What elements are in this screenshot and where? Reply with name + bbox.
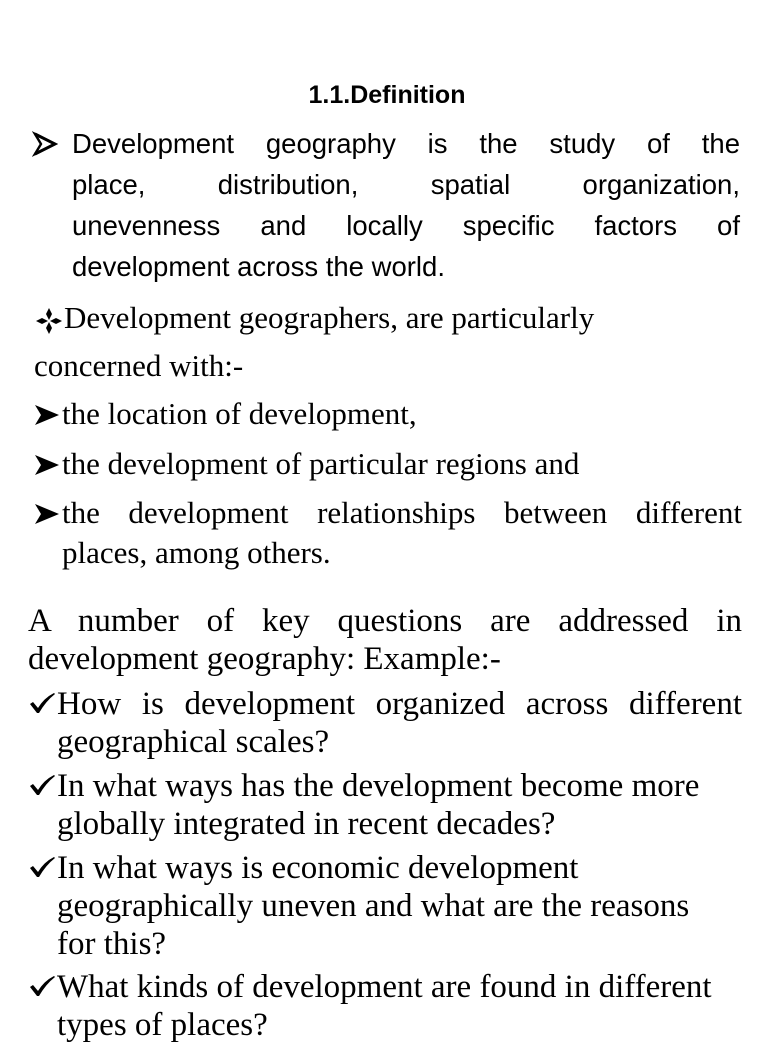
question-line: What kinds of development are found in different [57,969,712,1005]
question-line: globally integrated in recent decades? [57,806,556,842]
arrow-bullet-icon [32,131,58,157]
page-title: 1.1.Definition [308,81,466,109]
question-line: geographical scales? [57,724,330,760]
question-line: types of places? [57,1007,268,1043]
questions-intro-line: A number of key questions are addressed in [28,603,742,639]
list-item [34,493,742,573]
check-mark-icon [28,773,56,797]
check-mark-icon [28,855,56,879]
question-item [28,685,742,761]
definition-line: development across the world. [72,251,445,282]
question-item [28,849,742,963]
question-line: for this? [57,926,167,962]
concern-lead-text-2: concerned with:- [34,348,244,383]
question-line: In what ways has the development become more [57,768,700,804]
arrow-bullet-icon [34,404,60,426]
questions-intro [28,602,742,678]
definition-line: unevenness and locally specific factors of [72,210,740,241]
questions-intro-line: development geography: Example:- [28,641,501,677]
list-item-text-2: places, among others. [62,535,331,570]
list-item-text: the development of particular regions and [62,446,580,481]
list-item [34,394,742,434]
list-item-text: the development relationships between different [62,495,742,530]
arrow-bullet-icon [34,454,60,476]
question-line: How is development organized across different [57,686,742,722]
question-line: In what ways is economic development [57,850,579,886]
question-line: geographically uneven and what are the reasons [57,888,690,924]
definition-line: Development geography is the study of the [72,128,740,159]
check-mark-icon [28,974,56,998]
concern-lead [34,298,754,386]
definition-line: place, distribution, spatial organization, [72,169,740,200]
question-item [28,767,742,843]
list-item-text: the location of development, [62,396,417,431]
question-item [28,968,742,1044]
definition-paragraph [72,123,740,287]
list-item [34,444,742,484]
check-mark-icon [28,691,56,715]
concern-lead-text: Development geographers, are particularly [64,300,595,335]
arrow-bullet-icon [34,503,60,525]
diamond-bullet-icon [34,306,64,336]
